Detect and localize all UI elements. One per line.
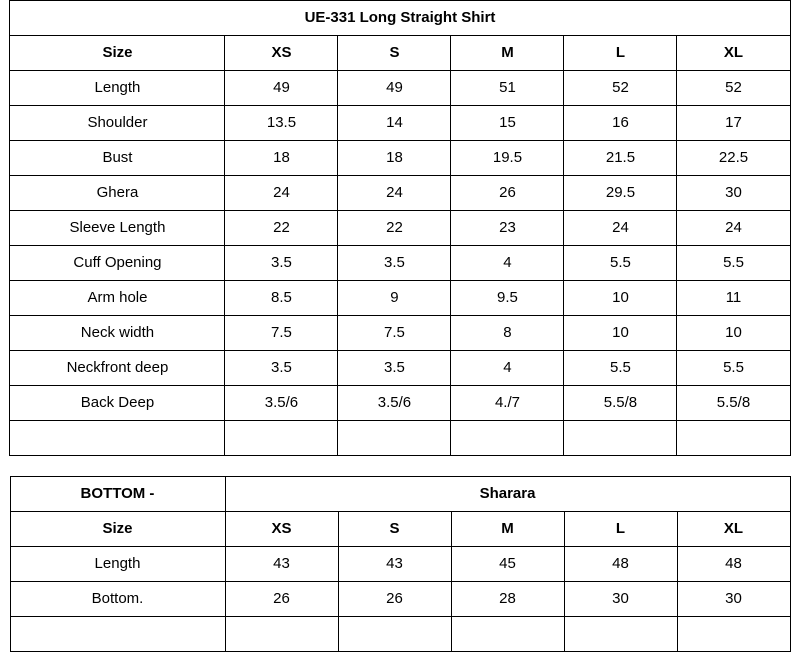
column-header-s: S — [338, 512, 451, 547]
cell-value: 24 — [564, 211, 677, 246]
bottom-title: Sharara — [225, 477, 790, 512]
cell-value: 24 — [677, 211, 790, 246]
cell-value: 29.5 — [564, 176, 677, 211]
cell-value: 19.5 — [451, 141, 564, 176]
cell-value: 49 — [225, 71, 338, 106]
empty-cell — [564, 617, 677, 652]
cell-value: 3.5/6 — [338, 386, 451, 421]
empty-cell — [338, 617, 451, 652]
cell-value: 22 — [338, 211, 451, 246]
table-row — [10, 351, 790, 386]
cell-value: 15 — [451, 106, 564, 141]
cell-value: 22 — [225, 211, 338, 246]
empty-cell — [677, 421, 790, 456]
row-label: Ghera — [10, 176, 225, 211]
cell-value: 3.5 — [225, 351, 338, 386]
column-header-xl: XL — [677, 512, 790, 547]
column-header-xs: XS — [225, 36, 338, 71]
cell-value: 30 — [677, 176, 790, 211]
cell-value: 10 — [564, 281, 677, 316]
table-row — [10, 281, 790, 316]
cell-value: 3.5 — [338, 351, 451, 386]
cell-value: 49 — [338, 71, 451, 106]
empty-cell — [225, 617, 338, 652]
cell-value: 26 — [225, 582, 338, 617]
column-header-xl: XL — [677, 36, 790, 71]
table-row — [10, 386, 790, 421]
column-header-m: M — [451, 512, 564, 547]
table-row — [10, 176, 790, 211]
row-label: Sleeve Length — [10, 211, 225, 246]
cell-value: 16 — [564, 106, 677, 141]
cell-value: 7.5 — [338, 316, 451, 351]
row-label: Back Deep — [10, 386, 225, 421]
column-header-s: S — [338, 36, 451, 71]
empty-cell — [338, 421, 451, 456]
bottom-size-table — [10, 476, 791, 652]
cell-value: 9.5 — [451, 281, 564, 316]
table-row — [10, 211, 790, 246]
cell-value: 10 — [564, 316, 677, 351]
bottom-title-row — [10, 477, 790, 512]
row-label: Length — [10, 71, 225, 106]
empty-cell — [10, 421, 225, 456]
cell-value: 30 — [677, 582, 790, 617]
empty-cell — [451, 421, 564, 456]
cell-value: 24 — [225, 176, 338, 211]
table-spacer — [0, 456, 800, 476]
cell-value: 52 — [677, 71, 790, 106]
column-header-l: L — [564, 512, 677, 547]
cell-value: 22.5 — [677, 141, 790, 176]
cell-value: 18 — [225, 141, 338, 176]
cell-value: 14 — [338, 106, 451, 141]
row-label: Bottom. — [10, 582, 225, 617]
table-row-empty — [10, 617, 790, 652]
cell-value: 3.5/6 — [225, 386, 338, 421]
cell-value: 24 — [338, 176, 451, 211]
table-header-row — [10, 36, 790, 71]
row-label: Shoulder — [10, 106, 225, 141]
cell-value: 23 — [451, 211, 564, 246]
table-row — [10, 547, 790, 582]
cell-value: 51 — [451, 71, 564, 106]
bottom-header-row — [10, 512, 790, 547]
page-title: UE-331 Long Straight Shirt — [10, 1, 790, 36]
row-label: Bust — [10, 141, 225, 176]
column-header-xs: XS — [225, 512, 338, 547]
cell-value: 52 — [564, 71, 677, 106]
empty-cell — [451, 617, 564, 652]
column-header-m: M — [451, 36, 564, 71]
row-label: Neck width — [10, 316, 225, 351]
table-row — [10, 316, 790, 351]
shirt-size-table — [9, 0, 790, 456]
table-row — [10, 141, 790, 176]
cell-value: 30 — [564, 582, 677, 617]
cell-value: 8.5 — [225, 281, 338, 316]
cell-value: 45 — [451, 547, 564, 582]
cell-value: 26 — [338, 582, 451, 617]
cell-value: 48 — [564, 547, 677, 582]
cell-value: 7.5 — [225, 316, 338, 351]
cell-value: 4./7 — [451, 386, 564, 421]
table-title-row — [10, 1, 790, 36]
cell-value: 5.5/8 — [677, 386, 790, 421]
cell-value: 3.5 — [338, 246, 451, 281]
cell-value: 5.5 — [677, 246, 790, 281]
column-header-size: Size — [10, 512, 225, 547]
row-label: Neckfront deep — [10, 351, 225, 386]
column-header-size: Size — [10, 36, 225, 71]
cell-value: 5.5 — [677, 351, 790, 386]
cell-value: 17 — [677, 106, 790, 141]
cell-value: 5.5 — [564, 246, 677, 281]
table-row — [10, 246, 790, 281]
column-header-l: L — [564, 36, 677, 71]
cell-value: 48 — [677, 547, 790, 582]
cell-value: 5.5/8 — [564, 386, 677, 421]
empty-cell — [677, 617, 790, 652]
cell-value: 4 — [451, 351, 564, 386]
cell-value: 28 — [451, 582, 564, 617]
cell-value: 43 — [225, 547, 338, 582]
cell-value: 11 — [677, 281, 790, 316]
cell-value: 26 — [451, 176, 564, 211]
cell-value: 18 — [338, 141, 451, 176]
cell-value: 9 — [338, 281, 451, 316]
cell-value: 3.5 — [225, 246, 338, 281]
cell-value: 8 — [451, 316, 564, 351]
table-row — [10, 71, 790, 106]
row-label: Arm hole — [10, 281, 225, 316]
table-row — [10, 106, 790, 141]
cell-value: 13.5 — [225, 106, 338, 141]
table-row — [10, 582, 790, 617]
bottom-label: BOTTOM - — [10, 477, 225, 512]
cell-value: 21.5 — [564, 141, 677, 176]
table-row-empty — [10, 421, 790, 456]
empty-cell — [564, 421, 677, 456]
row-label: Cuff Opening — [10, 246, 225, 281]
empty-cell — [10, 617, 225, 652]
cell-value: 10 — [677, 316, 790, 351]
row-label: Length — [10, 547, 225, 582]
cell-value: 5.5 — [564, 351, 677, 386]
cell-value: 4 — [451, 246, 564, 281]
empty-cell — [225, 421, 338, 456]
cell-value: 43 — [338, 547, 451, 582]
